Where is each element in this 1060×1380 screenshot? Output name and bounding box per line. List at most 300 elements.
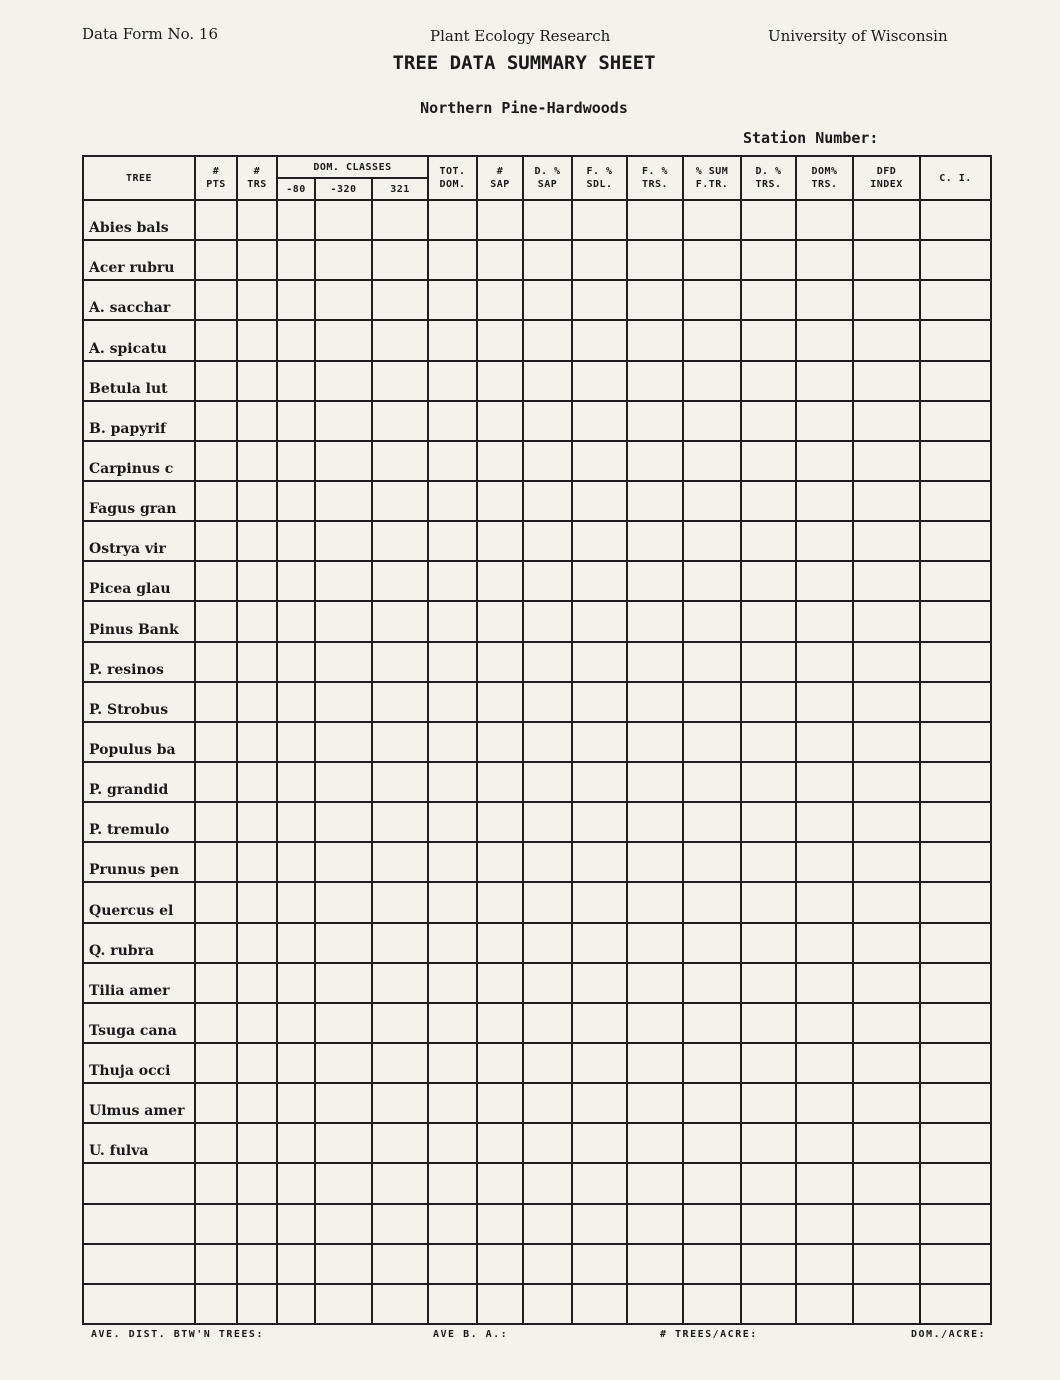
data-entry-cell[interactable] bbox=[853, 240, 920, 280]
data-entry-cell[interactable] bbox=[477, 802, 523, 842]
data-entry-cell[interactable] bbox=[523, 320, 572, 360]
data-entry-cell[interactable] bbox=[315, 1244, 372, 1284]
data-entry-cell[interactable] bbox=[277, 280, 315, 320]
data-entry-cell[interactable] bbox=[572, 240, 627, 280]
data-entry-cell[interactable] bbox=[477, 401, 523, 441]
data-entry-cell[interactable] bbox=[627, 1123, 683, 1163]
data-entry-cell[interactable] bbox=[920, 361, 991, 401]
data-entry-cell[interactable] bbox=[523, 240, 572, 280]
data-entry-cell[interactable] bbox=[277, 561, 315, 601]
data-entry-cell[interactable] bbox=[237, 521, 277, 561]
data-entry-cell[interactable] bbox=[315, 842, 372, 882]
data-entry-cell[interactable] bbox=[372, 1284, 428, 1324]
data-entry-cell[interactable] bbox=[428, 1043, 477, 1083]
data-entry-cell[interactable] bbox=[853, 521, 920, 561]
data-entry-cell[interactable] bbox=[277, 882, 315, 922]
data-entry-cell[interactable] bbox=[195, 682, 237, 722]
data-entry-cell[interactable] bbox=[796, 1204, 853, 1244]
data-entry-cell[interactable] bbox=[477, 361, 523, 401]
data-entry-cell[interactable] bbox=[523, 642, 572, 682]
data-entry-cell[interactable] bbox=[195, 1003, 237, 1043]
data-entry-cell[interactable] bbox=[195, 1043, 237, 1083]
data-entry-cell[interactable] bbox=[428, 1003, 477, 1043]
data-entry-cell[interactable] bbox=[683, 722, 741, 762]
data-entry-cell[interactable] bbox=[523, 762, 572, 802]
data-entry-cell[interactable] bbox=[796, 762, 853, 802]
data-entry-cell[interactable] bbox=[572, 842, 627, 882]
data-entry-cell[interactable] bbox=[315, 200, 372, 240]
data-entry-cell[interactable] bbox=[372, 200, 428, 240]
data-entry-cell[interactable] bbox=[477, 481, 523, 521]
data-entry-cell[interactable] bbox=[372, 842, 428, 882]
data-entry-cell[interactable] bbox=[741, 521, 796, 561]
data-entry-cell[interactable] bbox=[277, 923, 315, 963]
data-entry-cell[interactable] bbox=[741, 200, 796, 240]
data-entry-cell[interactable] bbox=[627, 682, 683, 722]
data-entry-cell[interactable] bbox=[315, 1284, 372, 1324]
data-entry-cell[interactable] bbox=[796, 200, 853, 240]
data-entry-cell[interactable] bbox=[853, 200, 920, 240]
data-entry-cell[interactable] bbox=[572, 963, 627, 1003]
data-entry-cell[interactable] bbox=[477, 240, 523, 280]
data-entry-cell[interactable] bbox=[920, 722, 991, 762]
data-entry-cell[interactable] bbox=[195, 521, 237, 561]
data-entry-cell[interactable] bbox=[920, 1043, 991, 1083]
data-entry-cell[interactable] bbox=[920, 882, 991, 922]
data-entry-cell[interactable] bbox=[572, 441, 627, 481]
data-entry-cell[interactable] bbox=[523, 722, 572, 762]
data-entry-cell[interactable] bbox=[237, 1204, 277, 1244]
data-entry-cell[interactable] bbox=[195, 762, 237, 802]
data-entry-cell[interactable] bbox=[523, 361, 572, 401]
data-entry-cell[interactable] bbox=[572, 521, 627, 561]
data-entry-cell[interactable] bbox=[572, 401, 627, 441]
data-entry-cell[interactable] bbox=[572, 601, 627, 641]
data-entry-cell[interactable] bbox=[315, 320, 372, 360]
data-entry-cell[interactable] bbox=[627, 561, 683, 601]
data-entry-cell[interactable] bbox=[572, 1123, 627, 1163]
data-entry-cell[interactable] bbox=[372, 963, 428, 1003]
data-entry-cell[interactable] bbox=[683, 1003, 741, 1043]
data-entry-cell[interactable] bbox=[372, 561, 428, 601]
data-entry-cell[interactable] bbox=[853, 1123, 920, 1163]
data-entry-cell[interactable] bbox=[627, 441, 683, 481]
data-entry-cell[interactable] bbox=[741, 1043, 796, 1083]
data-entry-cell[interactable] bbox=[572, 280, 627, 320]
data-entry-cell[interactable] bbox=[277, 1163, 315, 1203]
data-entry-cell[interactable] bbox=[428, 1083, 477, 1123]
data-entry-cell[interactable] bbox=[237, 762, 277, 802]
data-entry-cell[interactable] bbox=[315, 441, 372, 481]
data-entry-cell[interactable] bbox=[853, 320, 920, 360]
data-entry-cell[interactable] bbox=[853, 762, 920, 802]
data-entry-cell[interactable] bbox=[920, 240, 991, 280]
data-entry-cell[interactable] bbox=[428, 642, 477, 682]
data-entry-cell[interactable] bbox=[372, 642, 428, 682]
data-entry-cell[interactable] bbox=[853, 280, 920, 320]
data-entry-cell[interactable] bbox=[920, 923, 991, 963]
data-entry-cell[interactable] bbox=[195, 441, 237, 481]
data-entry-cell[interactable] bbox=[683, 561, 741, 601]
data-entry-cell[interactable] bbox=[428, 1163, 477, 1203]
data-entry-cell[interactable] bbox=[741, 1003, 796, 1043]
data-entry-cell[interactable] bbox=[428, 521, 477, 561]
data-entry-cell[interactable] bbox=[372, 1043, 428, 1083]
data-entry-cell[interactable] bbox=[796, 1284, 853, 1324]
data-entry-cell[interactable] bbox=[237, 481, 277, 521]
data-entry-cell[interactable] bbox=[195, 1123, 237, 1163]
data-entry-cell[interactable] bbox=[572, 923, 627, 963]
data-entry-cell[interactable] bbox=[372, 762, 428, 802]
data-entry-cell[interactable] bbox=[853, 1163, 920, 1203]
data-entry-cell[interactable] bbox=[796, 1003, 853, 1043]
data-entry-cell[interactable] bbox=[277, 1244, 315, 1284]
data-entry-cell[interactable] bbox=[853, 1083, 920, 1123]
data-entry-cell[interactable] bbox=[477, 1043, 523, 1083]
data-entry-cell[interactable] bbox=[920, 200, 991, 240]
data-entry-cell[interactable] bbox=[195, 320, 237, 360]
data-entry-cell[interactable] bbox=[572, 200, 627, 240]
data-entry-cell[interactable] bbox=[237, 1043, 277, 1083]
data-entry-cell[interactable] bbox=[572, 1284, 627, 1324]
data-entry-cell[interactable] bbox=[920, 561, 991, 601]
data-entry-cell[interactable] bbox=[428, 1123, 477, 1163]
data-entry-cell[interactable] bbox=[237, 561, 277, 601]
data-entry-cell[interactable] bbox=[195, 601, 237, 641]
data-entry-cell[interactable] bbox=[853, 923, 920, 963]
data-entry-cell[interactable] bbox=[237, 200, 277, 240]
data-entry-cell[interactable] bbox=[683, 923, 741, 963]
data-entry-cell[interactable] bbox=[741, 762, 796, 802]
data-entry-cell[interactable] bbox=[920, 441, 991, 481]
data-entry-cell[interactable] bbox=[477, 521, 523, 561]
data-entry-cell[interactable] bbox=[237, 1003, 277, 1043]
data-entry-cell[interactable] bbox=[315, 722, 372, 762]
data-entry-cell[interactable] bbox=[315, 521, 372, 561]
data-entry-cell[interactable] bbox=[920, 1163, 991, 1203]
data-entry-cell[interactable] bbox=[741, 802, 796, 842]
data-entry-cell[interactable] bbox=[477, 280, 523, 320]
data-entry-cell[interactable] bbox=[315, 240, 372, 280]
data-entry-cell[interactable] bbox=[237, 882, 277, 922]
data-entry-cell[interactable] bbox=[741, 601, 796, 641]
data-entry-cell[interactable] bbox=[237, 320, 277, 360]
data-entry-cell[interactable] bbox=[523, 963, 572, 1003]
data-entry-cell[interactable] bbox=[237, 1163, 277, 1203]
data-entry-cell[interactable] bbox=[237, 722, 277, 762]
data-entry-cell[interactable] bbox=[683, 240, 741, 280]
data-entry-cell[interactable] bbox=[627, 842, 683, 882]
data-entry-cell[interactable] bbox=[853, 401, 920, 441]
data-entry-cell[interactable] bbox=[195, 361, 237, 401]
data-entry-cell[interactable] bbox=[627, 722, 683, 762]
data-entry-cell[interactable] bbox=[920, 1244, 991, 1284]
data-entry-cell[interactable] bbox=[853, 481, 920, 521]
data-entry-cell[interactable] bbox=[477, 963, 523, 1003]
data-entry-cell[interactable] bbox=[741, 882, 796, 922]
data-entry-cell[interactable] bbox=[627, 240, 683, 280]
data-entry-cell[interactable] bbox=[477, 722, 523, 762]
data-entry-cell[interactable] bbox=[523, 1083, 572, 1123]
data-entry-cell[interactable] bbox=[920, 521, 991, 561]
data-entry-cell[interactable] bbox=[627, 1003, 683, 1043]
data-entry-cell[interactable] bbox=[920, 1083, 991, 1123]
data-entry-cell[interactable] bbox=[523, 882, 572, 922]
data-entry-cell[interactable] bbox=[237, 963, 277, 1003]
data-entry-cell[interactable] bbox=[683, 481, 741, 521]
data-entry-cell[interactable] bbox=[572, 1043, 627, 1083]
data-entry-cell[interactable] bbox=[277, 521, 315, 561]
data-entry-cell[interactable] bbox=[237, 923, 277, 963]
data-entry-cell[interactable] bbox=[237, 842, 277, 882]
data-entry-cell[interactable] bbox=[428, 722, 477, 762]
data-entry-cell[interactable] bbox=[315, 802, 372, 842]
data-entry-cell[interactable] bbox=[853, 722, 920, 762]
data-entry-cell[interactable] bbox=[277, 481, 315, 521]
data-entry-cell[interactable] bbox=[315, 963, 372, 1003]
data-entry-cell[interactable] bbox=[683, 1284, 741, 1324]
data-entry-cell[interactable] bbox=[572, 1244, 627, 1284]
data-entry-cell[interactable] bbox=[237, 642, 277, 682]
data-entry-cell[interactable] bbox=[315, 280, 372, 320]
data-entry-cell[interactable] bbox=[428, 842, 477, 882]
data-entry-cell[interactable] bbox=[477, 1083, 523, 1123]
data-entry-cell[interactable] bbox=[741, 963, 796, 1003]
data-entry-cell[interactable] bbox=[683, 1083, 741, 1123]
data-entry-cell[interactable] bbox=[277, 722, 315, 762]
data-entry-cell[interactable] bbox=[237, 1083, 277, 1123]
data-entry-cell[interactable] bbox=[477, 1123, 523, 1163]
data-entry-cell[interactable] bbox=[428, 320, 477, 360]
data-entry-cell[interactable] bbox=[683, 1204, 741, 1244]
data-entry-cell[interactable] bbox=[523, 842, 572, 882]
data-entry-cell[interactable] bbox=[477, 923, 523, 963]
data-entry-cell[interactable] bbox=[853, 882, 920, 922]
data-entry-cell[interactable] bbox=[572, 561, 627, 601]
data-entry-cell[interactable] bbox=[277, 762, 315, 802]
data-entry-cell[interactable] bbox=[315, 1083, 372, 1123]
data-entry-cell[interactable] bbox=[477, 682, 523, 722]
data-entry-cell[interactable] bbox=[277, 682, 315, 722]
data-entry-cell[interactable] bbox=[741, 722, 796, 762]
data-entry-cell[interactable] bbox=[315, 561, 372, 601]
data-entry-cell[interactable] bbox=[523, 441, 572, 481]
data-entry-cell[interactable] bbox=[627, 963, 683, 1003]
data-entry-cell[interactable] bbox=[477, 842, 523, 882]
data-entry-cell[interactable] bbox=[796, 882, 853, 922]
data-entry-cell[interactable] bbox=[920, 1123, 991, 1163]
data-entry-cell[interactable] bbox=[572, 361, 627, 401]
data-entry-cell[interactable] bbox=[627, 401, 683, 441]
data-entry-cell[interactable] bbox=[523, 601, 572, 641]
data-entry-cell[interactable] bbox=[572, 882, 627, 922]
data-entry-cell[interactable] bbox=[237, 361, 277, 401]
data-entry-cell[interactable] bbox=[428, 923, 477, 963]
data-entry-cell[interactable] bbox=[372, 1123, 428, 1163]
data-entry-cell[interactable] bbox=[796, 401, 853, 441]
data-entry-cell[interactable] bbox=[627, 1244, 683, 1284]
data-entry-cell[interactable] bbox=[523, 481, 572, 521]
data-entry-cell[interactable] bbox=[796, 361, 853, 401]
data-entry-cell[interactable] bbox=[523, 1003, 572, 1043]
data-entry-cell[interactable] bbox=[315, 1163, 372, 1203]
data-entry-cell[interactable] bbox=[683, 521, 741, 561]
data-entry-cell[interactable] bbox=[741, 1244, 796, 1284]
data-entry-cell[interactable] bbox=[477, 601, 523, 641]
data-entry-cell[interactable] bbox=[920, 802, 991, 842]
data-entry-cell[interactable] bbox=[315, 601, 372, 641]
data-entry-cell[interactable] bbox=[477, 320, 523, 360]
data-entry-cell[interactable] bbox=[277, 963, 315, 1003]
data-entry-cell[interactable] bbox=[277, 1043, 315, 1083]
data-entry-cell[interactable] bbox=[627, 320, 683, 360]
data-entry-cell[interactable] bbox=[277, 601, 315, 641]
data-entry-cell[interactable] bbox=[627, 923, 683, 963]
data-entry-cell[interactable] bbox=[683, 1163, 741, 1203]
data-entry-cell[interactable] bbox=[796, 682, 853, 722]
data-entry-cell[interactable] bbox=[237, 1284, 277, 1324]
data-entry-cell[interactable] bbox=[796, 521, 853, 561]
data-entry-cell[interactable] bbox=[477, 1284, 523, 1324]
data-entry-cell[interactable] bbox=[372, 923, 428, 963]
data-entry-cell[interactable] bbox=[523, 561, 572, 601]
data-entry-cell[interactable] bbox=[237, 1244, 277, 1284]
data-entry-cell[interactable] bbox=[683, 963, 741, 1003]
data-entry-cell[interactable] bbox=[428, 682, 477, 722]
data-entry-cell[interactable] bbox=[796, 601, 853, 641]
data-entry-cell[interactable] bbox=[572, 1003, 627, 1043]
data-entry-cell[interactable] bbox=[315, 1204, 372, 1244]
data-entry-cell[interactable] bbox=[796, 722, 853, 762]
data-entry-cell[interactable] bbox=[627, 882, 683, 922]
data-entry-cell[interactable] bbox=[853, 1003, 920, 1043]
data-entry-cell[interactable] bbox=[428, 802, 477, 842]
data-entry-cell[interactable] bbox=[477, 200, 523, 240]
data-entry-cell[interactable] bbox=[195, 882, 237, 922]
data-entry-cell[interactable] bbox=[277, 1123, 315, 1163]
data-entry-cell[interactable] bbox=[315, 1123, 372, 1163]
data-entry-cell[interactable] bbox=[315, 1003, 372, 1043]
data-entry-cell[interactable] bbox=[372, 1083, 428, 1123]
data-entry-cell[interactable] bbox=[627, 1083, 683, 1123]
data-entry-cell[interactable] bbox=[428, 1204, 477, 1244]
data-entry-cell[interactable] bbox=[195, 481, 237, 521]
data-entry-cell[interactable] bbox=[428, 1244, 477, 1284]
data-entry-cell[interactable] bbox=[853, 361, 920, 401]
data-entry-cell[interactable] bbox=[741, 842, 796, 882]
data-entry-cell[interactable] bbox=[277, 240, 315, 280]
data-entry-cell[interactable] bbox=[195, 401, 237, 441]
data-entry-cell[interactable] bbox=[627, 481, 683, 521]
data-entry-cell[interactable] bbox=[315, 642, 372, 682]
data-entry-cell[interactable] bbox=[683, 401, 741, 441]
data-entry-cell[interactable] bbox=[372, 240, 428, 280]
data-entry-cell[interactable] bbox=[627, 1284, 683, 1324]
data-entry-cell[interactable] bbox=[627, 521, 683, 561]
data-entry-cell[interactable] bbox=[572, 1163, 627, 1203]
data-entry-cell[interactable] bbox=[920, 1003, 991, 1043]
data-entry-cell[interactable] bbox=[523, 200, 572, 240]
data-entry-cell[interactable] bbox=[315, 361, 372, 401]
data-entry-cell[interactable] bbox=[277, 1284, 315, 1324]
data-entry-cell[interactable] bbox=[523, 401, 572, 441]
data-entry-cell[interactable] bbox=[853, 642, 920, 682]
data-entry-cell[interactable] bbox=[796, 923, 853, 963]
data-entry-cell[interactable] bbox=[683, 882, 741, 922]
data-entry-cell[interactable] bbox=[277, 1083, 315, 1123]
data-entry-cell[interactable] bbox=[741, 1123, 796, 1163]
data-entry-cell[interactable] bbox=[372, 1244, 428, 1284]
data-entry-cell[interactable] bbox=[741, 561, 796, 601]
data-entry-cell[interactable] bbox=[572, 762, 627, 802]
data-entry-cell[interactable] bbox=[796, 481, 853, 521]
data-entry-cell[interactable] bbox=[853, 1244, 920, 1284]
data-entry-cell[interactable] bbox=[741, 240, 796, 280]
data-entry-cell[interactable] bbox=[237, 240, 277, 280]
data-entry-cell[interactable] bbox=[237, 601, 277, 641]
data-entry-cell[interactable] bbox=[683, 762, 741, 802]
data-entry-cell[interactable] bbox=[741, 361, 796, 401]
data-entry-cell[interactable] bbox=[477, 561, 523, 601]
data-entry-cell[interactable] bbox=[428, 280, 477, 320]
data-entry-cell[interactable] bbox=[372, 441, 428, 481]
data-entry-cell[interactable] bbox=[683, 320, 741, 360]
data-entry-cell[interactable] bbox=[572, 481, 627, 521]
data-entry-cell[interactable] bbox=[627, 1163, 683, 1203]
data-entry-cell[interactable] bbox=[572, 320, 627, 360]
data-entry-cell[interactable] bbox=[796, 1163, 853, 1203]
data-entry-cell[interactable] bbox=[477, 1244, 523, 1284]
data-entry-cell[interactable] bbox=[920, 1284, 991, 1324]
data-entry-cell[interactable] bbox=[195, 1163, 237, 1203]
data-entry-cell[interactable] bbox=[523, 1204, 572, 1244]
data-entry-cell[interactable] bbox=[920, 642, 991, 682]
data-entry-cell[interactable] bbox=[428, 240, 477, 280]
data-entry-cell[interactable] bbox=[627, 802, 683, 842]
data-entry-cell[interactable] bbox=[796, 642, 853, 682]
data-entry-cell[interactable] bbox=[372, 361, 428, 401]
data-entry-cell[interactable] bbox=[741, 682, 796, 722]
data-entry-cell[interactable] bbox=[428, 762, 477, 802]
data-entry-cell[interactable] bbox=[683, 441, 741, 481]
data-entry-cell[interactable] bbox=[741, 923, 796, 963]
data-entry-cell[interactable] bbox=[920, 842, 991, 882]
data-entry-cell[interactable] bbox=[195, 923, 237, 963]
data-entry-cell[interactable] bbox=[741, 401, 796, 441]
data-entry-cell[interactable] bbox=[523, 1284, 572, 1324]
data-entry-cell[interactable] bbox=[920, 963, 991, 1003]
data-entry-cell[interactable] bbox=[195, 1244, 237, 1284]
data-entry-cell[interactable] bbox=[195, 1204, 237, 1244]
data-entry-cell[interactable] bbox=[277, 441, 315, 481]
data-entry-cell[interactable] bbox=[277, 401, 315, 441]
data-entry-cell[interactable] bbox=[372, 1204, 428, 1244]
data-entry-cell[interactable] bbox=[572, 1204, 627, 1244]
data-entry-cell[interactable] bbox=[853, 1204, 920, 1244]
data-entry-cell[interactable] bbox=[627, 200, 683, 240]
data-entry-cell[interactable] bbox=[796, 441, 853, 481]
data-entry-cell[interactable] bbox=[796, 1123, 853, 1163]
data-entry-cell[interactable] bbox=[237, 682, 277, 722]
data-entry-cell[interactable] bbox=[572, 642, 627, 682]
data-entry-cell[interactable] bbox=[195, 722, 237, 762]
data-entry-cell[interactable] bbox=[277, 802, 315, 842]
data-entry-cell[interactable] bbox=[372, 1003, 428, 1043]
data-entry-cell[interactable] bbox=[627, 280, 683, 320]
data-entry-cell[interactable] bbox=[477, 642, 523, 682]
data-entry-cell[interactable] bbox=[428, 441, 477, 481]
data-entry-cell[interactable] bbox=[920, 762, 991, 802]
